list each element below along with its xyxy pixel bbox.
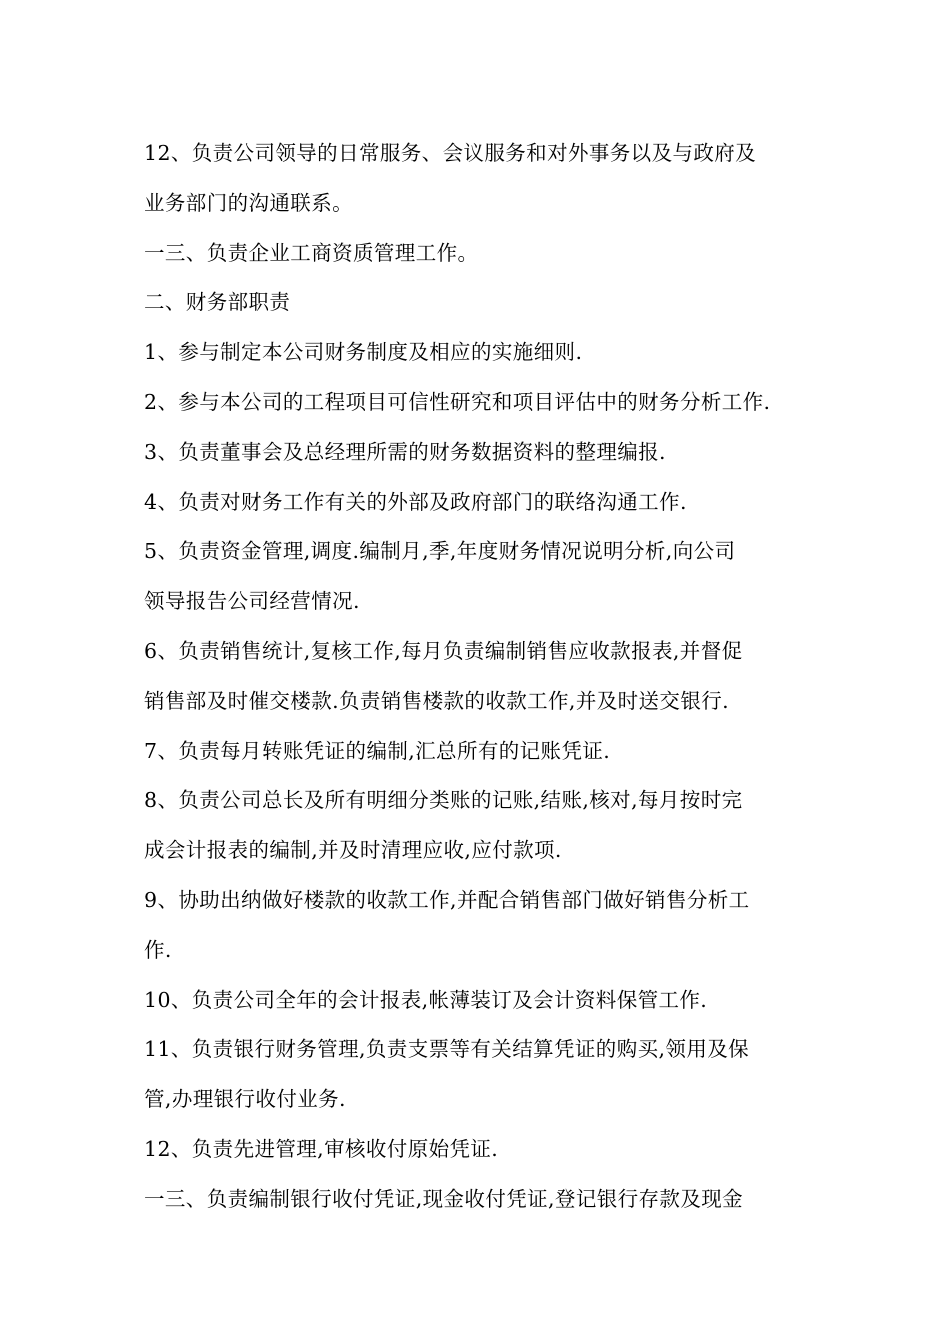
text-line: 7、负责每月转账凭证的编制,汇总所有的记账凭证. <box>144 738 611 763</box>
text-line: 6、负责销售统计,复核工作,每月负责编制销售应收款报表,并督促 <box>144 638 743 663</box>
text-line: 12、负责公司领导的日常服务、会议服务和对外事务以及与政府及 <box>144 141 757 165</box>
text-line: 5、负责资金管理,调度.编制月,季,年度财务情况说明分析,向公司 <box>144 539 736 564</box>
text-line: 成会计报表的编制,并及时清理应收,应付款项. <box>144 838 562 863</box>
document-body <box>144 129 816 1225</box>
text-line: 4、负责对财务工作有关的外部及政府部门的联络沟通工作. <box>144 489 687 514</box>
text-line: 一三、负责编制银行收付凭证,现金收付凭证,登记银行存款及现金 <box>144 1186 744 1211</box>
text-line: 11、负责银行财务管理,负责支票等有关结算凭证的购买,领用及保 <box>144 1037 750 1062</box>
text-line: 12、负责先进管理,审核收付原始凭证. <box>144 1136 499 1161</box>
text-line: 3、负责董事会及总经理所需的财务数据资料的整理编报. <box>144 439 666 464</box>
text-line: 2、参与本公司的工程项目可信性研究和项目评估中的财务分析工作. <box>144 389 771 414</box>
text-line: 一三、负责企业工商资质管理工作。 <box>144 240 479 265</box>
text-line: 9、协助出纳做好楼款的收款工作,并配合销售部门做好销售分析工 <box>144 887 750 912</box>
text-line: 10、负责公司全年的会计报表,帐薄装订及会计资料保管工作. <box>144 987 708 1012</box>
section-heading: 二、财务部职责 <box>144 290 291 315</box>
text-line: 业务部门的沟通联系。 <box>144 190 353 215</box>
text-line: 1、参与制定本公司财务制度及相应的实施细则. <box>144 340 583 365</box>
text-line: 管,办理银行收付业务. <box>144 1087 346 1112</box>
text-line: 8、负责公司总长及所有明细分类账的记账,结账,核对,每月按时完 <box>144 788 743 813</box>
text-line: 销售部及时催交楼款.负责销售楼款的收款工作,并及时送交银行. <box>144 688 730 713</box>
text-line: 作. <box>144 937 172 962</box>
text-line: 领导报告公司经营情况. <box>144 589 360 614</box>
